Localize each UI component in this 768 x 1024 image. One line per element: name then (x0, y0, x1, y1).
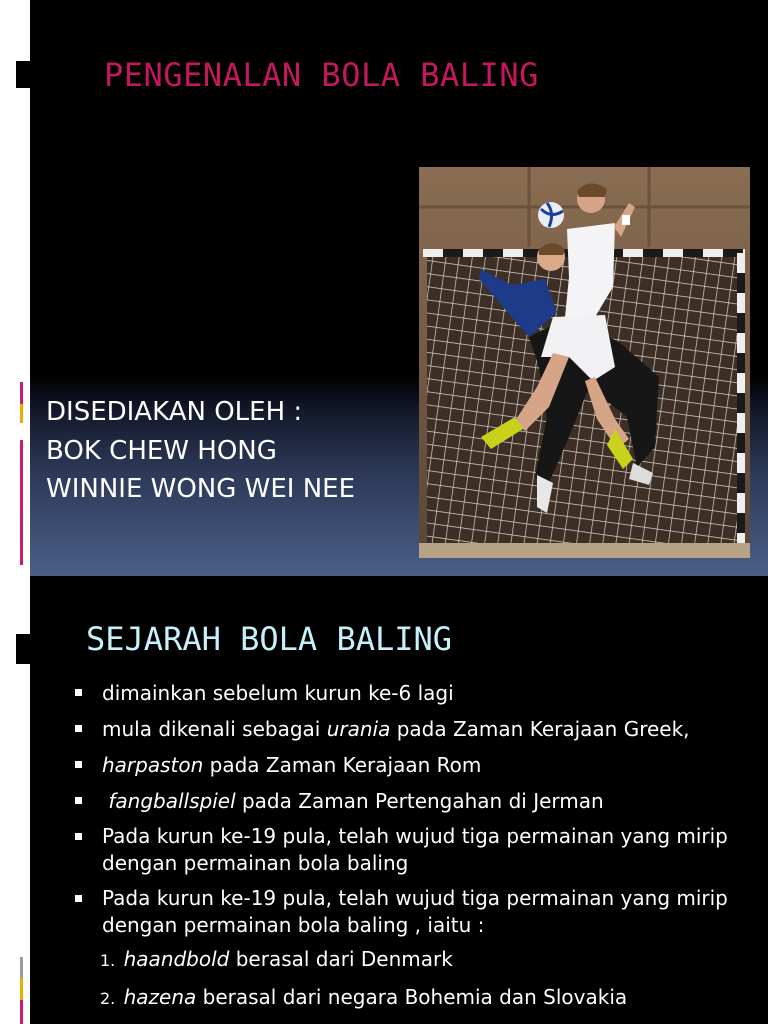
handball-player-photo (419, 167, 750, 558)
slide-marker (16, 61, 30, 88)
accent-bar (20, 1000, 23, 1024)
accent-bar (20, 404, 23, 423)
accent-bar (20, 978, 23, 1000)
list-item: Pada kurun ke-19 pula, telah wujud tiga permainan yang mirip dengan permainan bola baling (72, 823, 762, 877)
slide-marker (16, 634, 30, 664)
title-slide (30, 0, 768, 576)
author-name: WINNIE WONG WEI NEE (46, 474, 356, 504)
list-item: harpaston pada Zaman Kerajaan Rom (72, 751, 762, 779)
history-bullet-list (72, 679, 762, 947)
list-item: Pada kurun ke-19 pula, telah wujud tiga permainan yang mirip dengan permainan bola baling , iaitu : (72, 885, 762, 939)
numbered-item: 1. haandbold berasal dari Denmark (100, 947, 453, 971)
accent-bar (20, 440, 23, 565)
slide-title: SEJARAH BOLA BALING (86, 620, 453, 658)
author-name: BOK CHEW HONG (46, 435, 277, 466)
accent-bar (20, 957, 23, 979)
numbered-list (100, 945, 627, 1021)
list-item: dimainkan sebelum kurun ke-6 lagi (72, 679, 762, 707)
history-slide (30, 576, 768, 1024)
numbered-item: 2. hazena berasal dari negara Bohemia dan Slovakia (100, 985, 628, 1009)
prepared-by-label: DISEDIAKAN OLEH : (46, 397, 303, 427)
slide-title: PENGENALAN BOLA BALING (104, 56, 539, 94)
author-block (46, 393, 355, 509)
list-item: mula dikenali sebagai urania pada Zaman Kerajaan Greek, (72, 715, 762, 743)
list-item: fangballspiel pada Zaman Pertengahan di Jerman (72, 787, 762, 815)
